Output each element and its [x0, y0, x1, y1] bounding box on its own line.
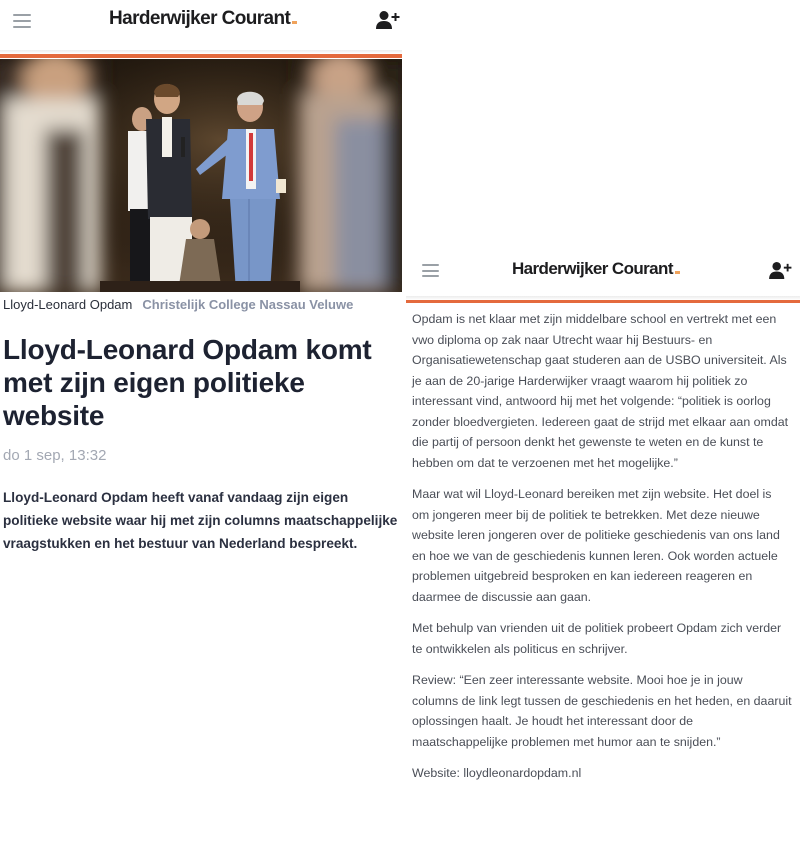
hamburger-menu-icon[interactable] [13, 14, 31, 28]
hamburger-menu-icon[interactable] [422, 264, 439, 277]
school-name[interactable]: Christelijk College Nassau Veluwe [142, 297, 354, 312]
stage-photo-illustration [0, 59, 402, 292]
app-header [402, 244, 800, 296]
add-user-icon[interactable] [376, 10, 400, 30]
body-paragraph: Met behulp van vrienden uit de politiek probeert Opdam zich verder te ontwikkelen als politicus en schrijver. [412, 621, 782, 656]
article-screenshot-right [402, 0, 800, 862]
brand-accent-dot [675, 271, 680, 274]
brand-name: Harderwijker Courant [512, 259, 673, 278]
author-name[interactable]: Lloyd-Leonard Opdam [3, 297, 133, 312]
article-photo [0, 59, 402, 292]
article-headline: Lloyd-Leonard Opdam komt met zijn eigen politieke website [3, 334, 372, 431]
brand-logo[interactable] [109, 8, 297, 30]
article-lead: Lloyd-Leonard Opdam heeft vanaf vandaag zijn eigen politieke website waar hij met zijn columns maatschappelijke vraagstukken en het bestuur van Nederland bespreekt. [3, 490, 398, 551]
body-paragraph: Maar wat wil Lloyd-Leonard bereiken met zijn website. Het doel is om jongeren meer bij de politiek te betrekken. Met deze nieuwe website leren jongeren over de politieke geschiedenis van ons land en hoe we van de geschiedenis kunnen leren. Ook worden actuele problemen uitgebreid besproken en kan iedereen reageren en daarmee de discussie aan gaan. [412, 487, 780, 604]
publish-date: do 1 sep, 13:32 [3, 447, 107, 464]
app-header [0, 0, 402, 52]
brand-logo[interactable] [512, 259, 680, 279]
website-line[interactable]: Website: lloydleonardopdam.nl [412, 766, 582, 780]
article-meta [3, 297, 353, 312]
brand-name: Harderwijker Courant [109, 8, 291, 29]
header-accent-bar [406, 300, 800, 303]
header-accent-bar [0, 54, 402, 58]
body-paragraph: Opdam is net klaar met zijn middelbare school en vertrekt met een vwo diploma op zak naar Utrecht waar hij Bestuurs- en Organisatiewetenschap gaat studeren aan de USBO universiteit. Als je aan de 20-jarige Harderwijker vraagt waarom hij politiek zo interessant vind, antwoord hij met het volgende: “politiek is oorlog zonder bloedvergieten. Iedereen gaat de strijd met elkaar aan omdat die partij of persoon denkt het gewenste te weten en de kunst te hebben om dat te verzoenen met het mogelijke.” [412, 312, 789, 470]
article-body [412, 309, 792, 795]
add-user-icon[interactable] [769, 261, 792, 280]
body-paragraph: Review: “Een zeer interessante website. Mooi hoe je in jouw columns de link legt tussen de geschiedenis en het heden, en daaruit oplossingen haalt. Je houdt het interessant door de maatschappelijke problemen met humor aan te snijden.” [412, 673, 792, 749]
brand-accent-dot [292, 21, 297, 24]
